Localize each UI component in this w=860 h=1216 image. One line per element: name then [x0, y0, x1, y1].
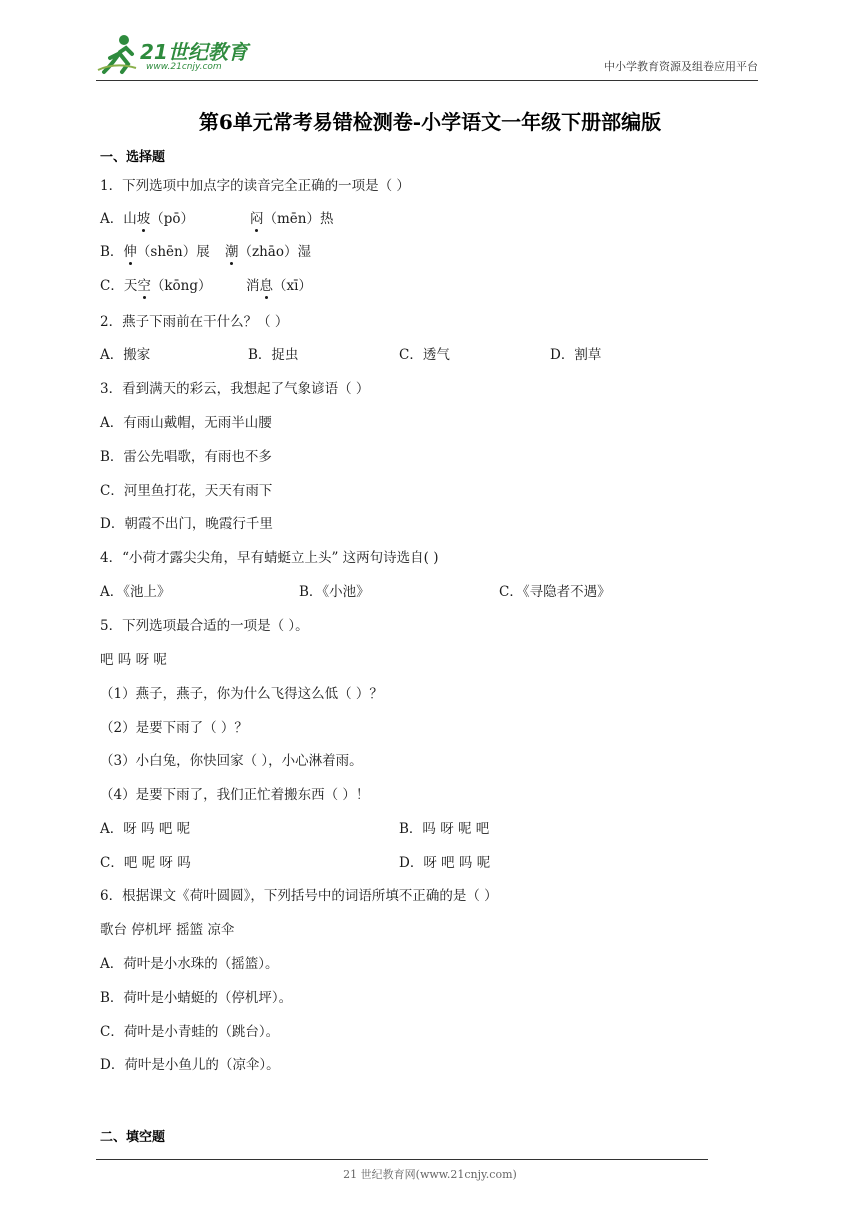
- logo-url: www.21cnjy.com: [146, 62, 222, 72]
- text: （pō）: [150, 211, 195, 227]
- page-footer: 21 世纪教育网(www.21cnjy.com): [343, 1168, 517, 1181]
- section-heading-fill-in: 二、填空题: [100, 1130, 166, 1145]
- question-5-option-d: D．呀 吧 吗 呢: [399, 855, 491, 871]
- question-6-stem: 6．根据课文《荷叶圆圆》，下列括号中的词语所填不正确的是（ ）: [100, 888, 498, 904]
- question-5-item-2: （2）是要下雨了（ ）？: [100, 720, 248, 736]
- question-1-option-b2: [225, 240, 311, 260]
- question-3-stem: 3．看到满天的彩云，我想起了气象谚语（ ）: [100, 381, 370, 397]
- question-5-item-3: （3）小白兔，你快回家（ ），小心淋着雨。: [100, 753, 363, 769]
- question-4-option-b: B．《小池》: [299, 584, 370, 600]
- question-3-option-d: D．朝霞不出门，晚霞行千里: [100, 516, 273, 532]
- question-5-option-b: B．吗 呀 呢 吧: [399, 821, 490, 837]
- text: A．山: [100, 211, 137, 227]
- footer-divider: [96, 1159, 708, 1160]
- question-5-stem: 5．下列选项最合适的一项是（ ）。: [100, 618, 309, 634]
- question-5-item-1: （1）燕子，燕子，你为什么飞得这么低（ ）？: [100, 686, 383, 702]
- page-title: 第6单元常考易错检测卷-小学语文一年级下册部编版: [198, 110, 662, 134]
- logo-text: 21世纪教育: [140, 40, 248, 64]
- question-6-option-a: A．荷叶是小水珠的（摇篮）。: [100, 956, 279, 972]
- question-3-option-a: A．有雨山戴帽，无雨半山腰: [100, 415, 272, 431]
- question-1-option-c2: [246, 274, 312, 294]
- question-4-option-a: A．《池上》: [100, 584, 171, 600]
- question-4-stem: 4．“小荷才露尖尖角，早有蜻蜓立上头” 这两句诗选自( ): [100, 550, 439, 566]
- question-1-option-a1: [100, 207, 194, 227]
- platform-label: 中小学教育资源及组卷应用平台: [604, 60, 758, 73]
- question-4-option-c: C．《寻隐者不遇》: [499, 584, 611, 600]
- question-6-option-d: D．荷叶是小鱼儿的（凉伞）。: [100, 1057, 280, 1073]
- question-2-option-a: A．搬家: [100, 347, 151, 363]
- dotted-char: 伸: [123, 240, 137, 260]
- question-5-option-a: A．呀 吗 吧 呢: [100, 821, 191, 837]
- question-1-stem: 1．下列选项中加点字的读音完全正确的一项是（ ）: [100, 178, 410, 194]
- text: （kōng）: [150, 278, 212, 294]
- text: B．: [100, 244, 124, 260]
- text: 消: [246, 278, 260, 294]
- text: （shēn）展: [136, 244, 210, 260]
- question-1-option-b1: [100, 240, 210, 260]
- question-6-word-bank: 歌台 停机坪 摇篮 凉伞: [100, 922, 235, 938]
- question-5-option-c: C．吧 呢 呀 吗: [100, 855, 191, 871]
- dotted-char: 闷: [250, 207, 264, 227]
- question-2-option-d: D．割草: [550, 347, 602, 363]
- question-2-stem: 2．燕子下雨前在干什么？（ ）: [100, 314, 289, 330]
- text: （xī）: [273, 278, 312, 294]
- question-1-option-c1: [100, 274, 212, 294]
- question-5-word-bank: 吧 吗 呀 呢: [100, 652, 167, 668]
- question-6-option-c: C．荷叶是小青蛙的（跳台）。: [100, 1024, 280, 1040]
- question-6-option-b: B．荷叶是小蜻蜓的（停机坪）。: [100, 990, 293, 1006]
- question-3-option-c: C．河里鱼打花，天天有雨下: [100, 483, 273, 499]
- page-header: [96, 28, 758, 81]
- question-5-item-4: （4）是要下雨了，我们正忙着搬东西（ ）！: [100, 787, 370, 803]
- dotted-char: 坡: [137, 207, 151, 227]
- text: （mēn）热: [263, 211, 334, 227]
- question-2-option-c: C．透气: [399, 347, 450, 363]
- runner-logo-icon: [96, 32, 140, 76]
- logo: [96, 32, 266, 76]
- dotted-char: 息: [260, 274, 274, 294]
- question-3-option-b: B．雷公先唱歌，有雨也不多: [100, 449, 272, 465]
- text: （zhāo）湿: [238, 244, 311, 260]
- section-heading-choice: 一、选择题: [100, 150, 166, 165]
- question-1-option-a2: [250, 207, 334, 227]
- dotted-char: 空: [137, 274, 151, 294]
- text: C．天: [100, 278, 138, 294]
- dotted-char: 潮: [225, 240, 239, 260]
- question-2-option-b: B．捉虫: [248, 347, 299, 363]
